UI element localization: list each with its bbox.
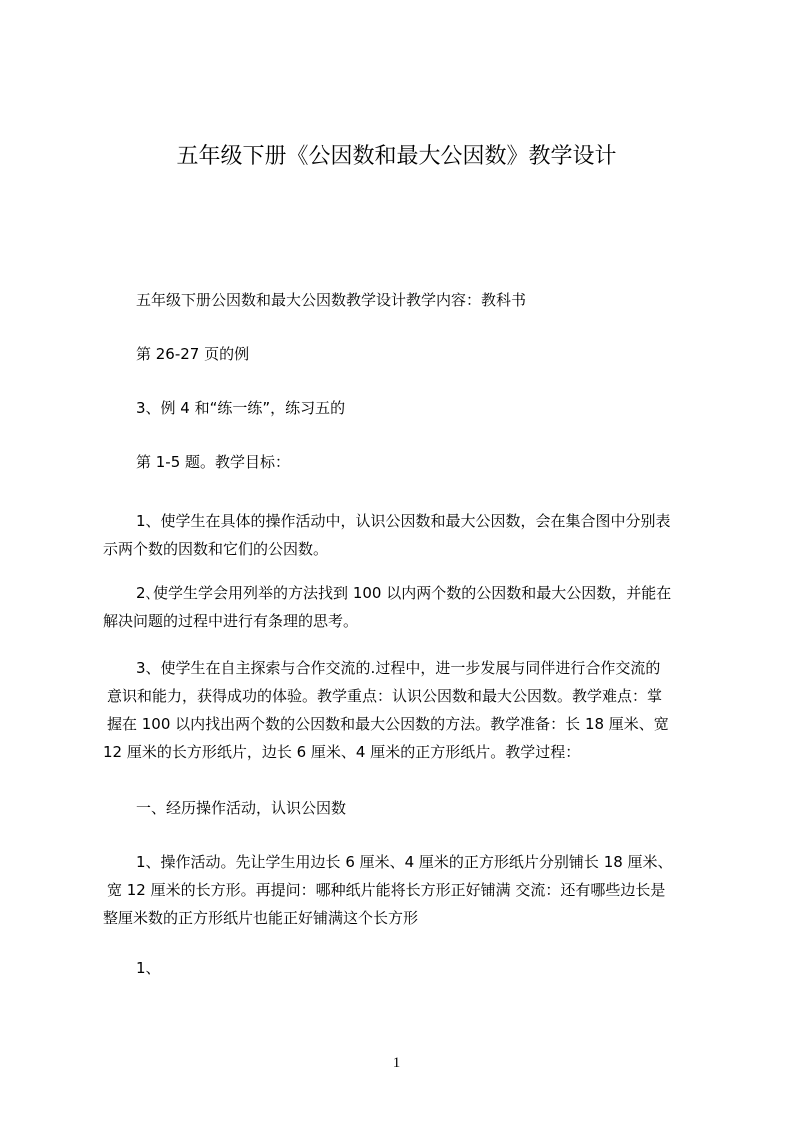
paragraph-line: 1、使学生在具体的操作活动中，认识公因数和最大公因数，会在集合图中分别表 [136,512,671,530]
paragraph-objective-1 [103,507,709,563]
paragraph-line: 3、使学生在自主探索与合作交流的.过程中，进一步发展与同伴进行合作交流的 [136,659,661,677]
paragraph-line: 握在 100 以内找出两个数的公因数和最大公因数的方法。教学准备：长 18 厘米、宽 [107,715,669,733]
paragraph-line: 2､使学生学会用列举的方法找到 100 以内两个数的公因数和最大公因数，并能在 [136,584,672,602]
paragraph-line: 五年级下册公因数和最大公因数教学设计教学内容：教科书 [136,291,527,309]
paragraph-line: 12 厘米的长方形纸片，边长 6 厘米、4 厘米的正方形纸片。教学过程： [103,743,581,761]
paragraph-line: 1、 [136,959,161,977]
paragraph-line: 宽 12 厘米的长方形。再提问：哪种纸片能将长方形正好铺满 交流：还有哪些边长是 [107,881,666,899]
paragraph-objective-3 [103,654,709,766]
paragraph-line: 第 26-27 页的例 [136,345,250,363]
paragraph-line: 示两个数的因数和它们的公因数。 [103,540,329,558]
section-heading [103,794,709,822]
paragraph-item [103,954,709,982]
paragraph-line: 第 1-5 题。教学目标： [136,453,291,471]
paragraph-line: 意识和能力，获得成功的体验。教学重点：认识公因数和最大公因数。教学难点：掌 [107,687,663,705]
paragraph-content [103,286,709,314]
paragraph-objective-2 [103,579,709,635]
paragraph-line: 解决问题的过程中进行有条理的思考。 [103,612,359,630]
paragraph-activity [103,848,709,932]
page-number: 1 [392,1055,401,1071]
paragraph-line: 3、例 4 和“练一练”，练习五的 [136,399,346,417]
paragraph-line: 一、经历操作活动，认识公因数 [136,799,347,817]
paragraph-pages [103,340,709,368]
document-title: 五年级下册《公因数和最大公因数》教学设计 [176,144,617,169]
paragraph-line: 1、操作活动。先让学生用边长 6 厘米、4 厘米的正方形纸片分别铺长 18 厘米、 [136,853,673,871]
paragraph-objectives-heading [103,448,709,476]
paragraph-line: 整厘米数的正方形纸片也能正好铺满这个长方形 [103,909,419,927]
paragraph-example [103,394,709,422]
